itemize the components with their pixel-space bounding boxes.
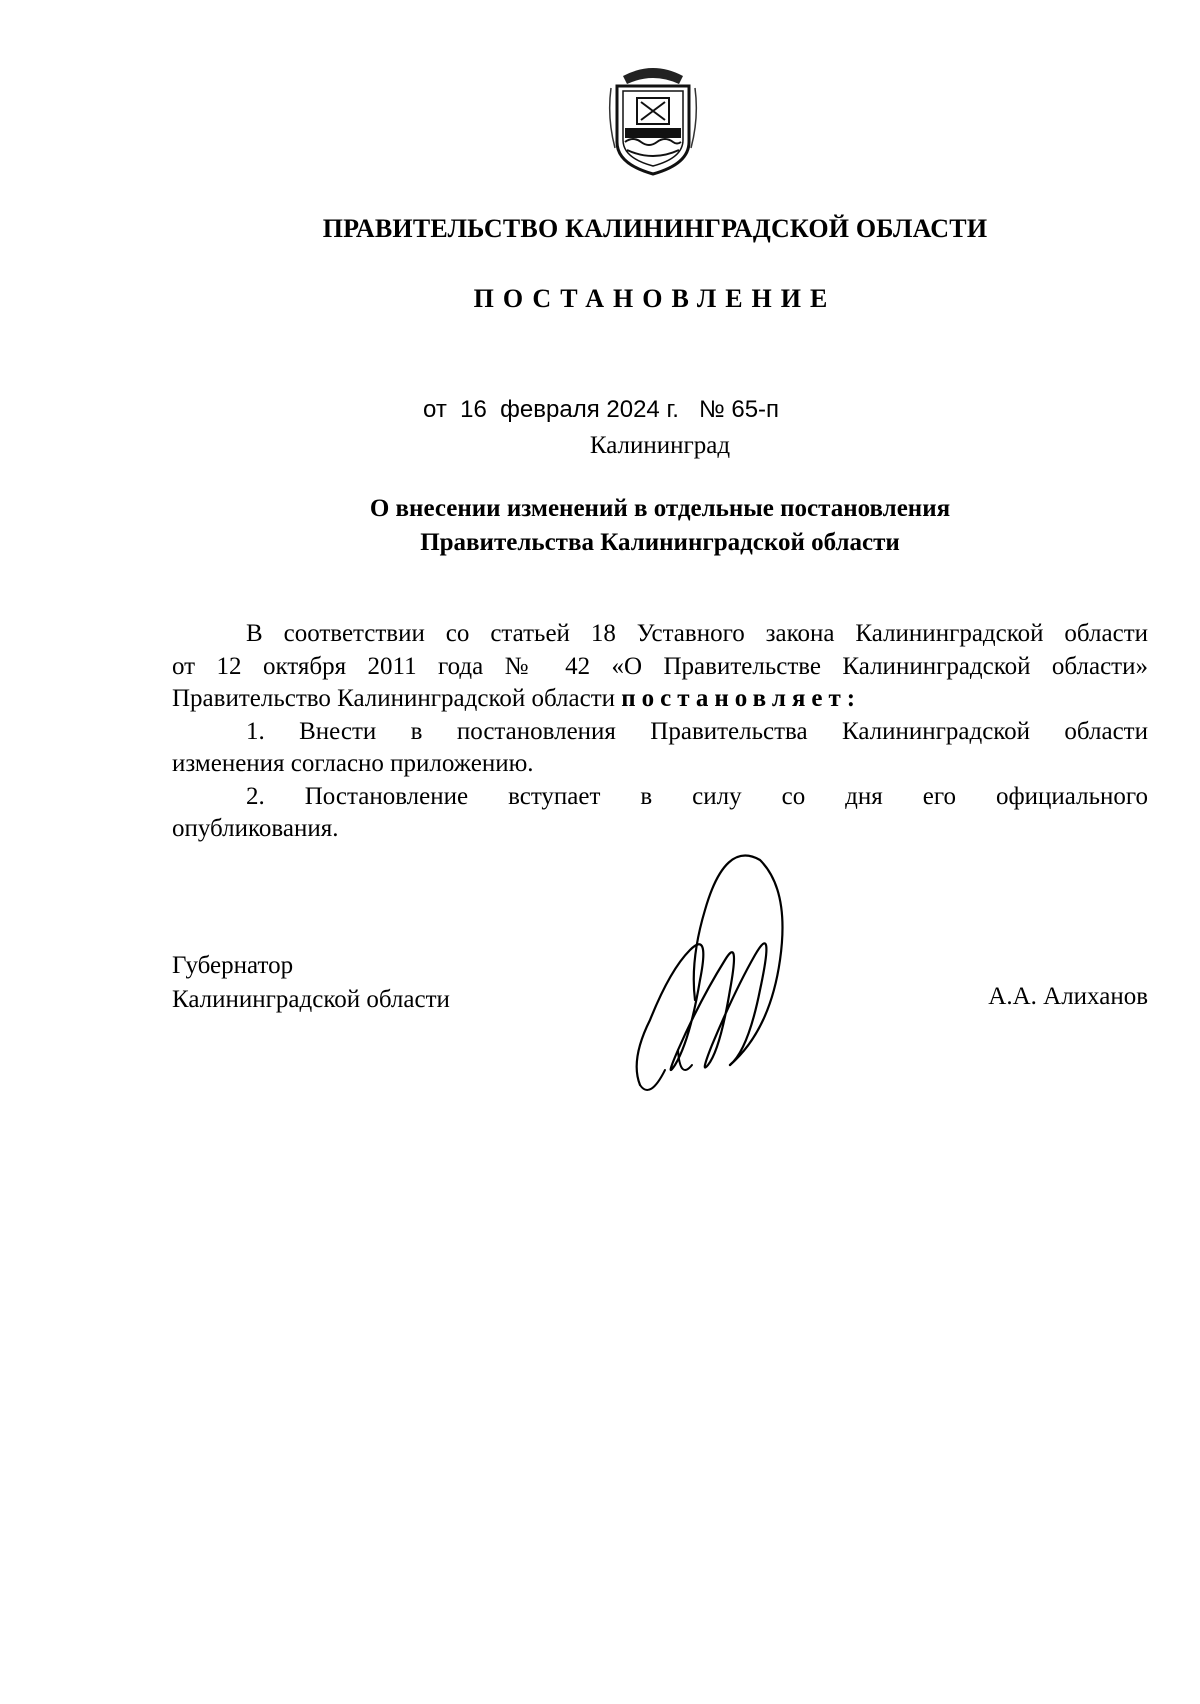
organization-title: ПРАВИТЕЛЬСТВО КАЛИНИНГРАДСКОЙ ОБЛАСТИ bbox=[322, 214, 988, 243]
signatory-name: А.А. Алиханов bbox=[988, 983, 1148, 1010]
document-subject bbox=[0, 492, 1200, 560]
signatory-role bbox=[172, 949, 450, 1017]
document-city: Калининград bbox=[589, 432, 731, 459]
handwritten-signature bbox=[630, 850, 800, 1100]
subject-line-1: О внесении изменений в отдельные постановления bbox=[369, 495, 951, 522]
item-2-line-1: 2. Постановление вступает в силу со дня его официального bbox=[246, 782, 1148, 810]
body-paragraph-1-line-3 bbox=[172, 683, 1148, 716]
resolution-keyword: постановляет: bbox=[621, 685, 862, 712]
subject-line-2: Правительства Калининградской области bbox=[420, 529, 900, 556]
signatory-role-line-1: Губернатор bbox=[172, 952, 294, 979]
document-body bbox=[172, 618, 1148, 846]
body-paragraph-1-line-1: В соответствии со статьей 18 Уставного закона Калининградской области bbox=[246, 620, 1148, 647]
item-1-line-2: изменения согласно приложению. bbox=[172, 750, 534, 777]
document-date-number: от 16 февраля 2024 г. № 65-п bbox=[423, 396, 780, 423]
body-paragraph-1-line-2: от 12 октября 2011 года № 42 «О Правительстве Калининградской области» bbox=[172, 652, 1148, 680]
document-type: ПОСТАНОВЛЕНИЕ bbox=[473, 284, 837, 313]
item-1-line-1: 1. Внести в постановления Правительства Калининградской области bbox=[246, 717, 1148, 745]
body-paragraph-1-text: Правительство Калининградской области bbox=[172, 685, 622, 712]
item-2-line-2: опубликования. bbox=[172, 815, 339, 842]
signatory-role-line-2: Калининградской области bbox=[172, 986, 450, 1013]
coat-of-arms-icon bbox=[603, 58, 703, 178]
